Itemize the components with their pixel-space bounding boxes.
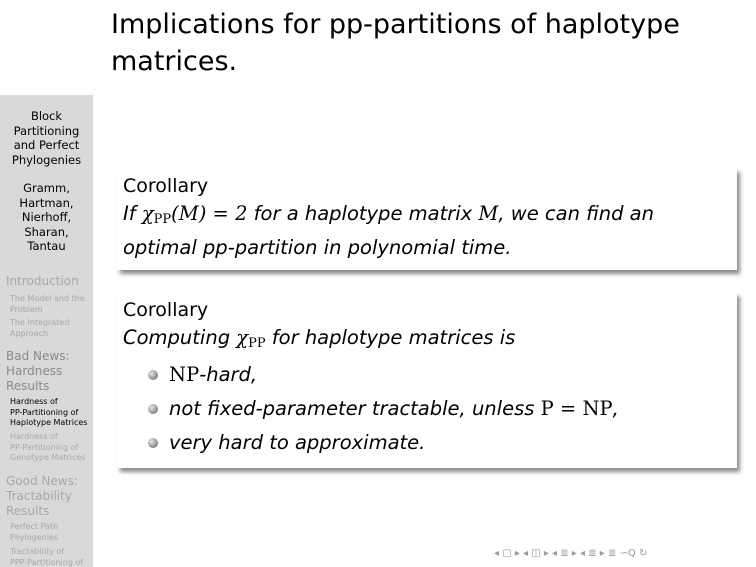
math-expression: (M) = 2 — [171, 202, 248, 225]
sidebar-author-line: Gramm, — [23, 181, 70, 195]
corollary-statement-line: optimal pp-partition in polynomial time. — [123, 236, 512, 259]
sidebar-title-line: Block — [30, 109, 63, 123]
block-body — [117, 200, 737, 270]
sidebar-subsection-model[interactable] — [10, 294, 92, 315]
statement-text: for haplotype matrices is — [265, 326, 516, 349]
sidebar-section-introduction[interactable] — [6, 274, 92, 289]
sidebar — [0, 95, 93, 567]
chi-symbol: χ — [236, 326, 249, 349]
statement-text: for a haplotype matrix — [247, 202, 479, 225]
sidebar-sub-line: Approach — [10, 328, 49, 338]
sidebar-author-line: Tantau — [27, 239, 66, 253]
bullet-icon — [148, 370, 158, 380]
chi-subscript: PP — [248, 336, 266, 351]
bullet-icon — [148, 404, 158, 414]
frame-title-line: matrices. — [111, 46, 238, 77]
block-title: Corollary — [123, 175, 209, 197]
sidebar-title-line: Phylogenies — [11, 152, 82, 167]
sidebar-title-line: and Perfect — [13, 138, 80, 152]
sidebar-title-line: Partitioning — [13, 123, 80, 138]
sidebar-authors — [0, 181, 93, 254]
sidebar-subsection-perfect-path[interactable] — [10, 522, 92, 543]
block-title: Corollary — [123, 299, 209, 321]
list-item — [145, 392, 731, 426]
sidebar-sub-line: Genotype Matrices — [10, 453, 86, 462]
sidebar-author-line: Sharan, — [24, 224, 69, 239]
list-item — [145, 358, 731, 392]
frame-title — [111, 6, 731, 80]
sidebar-sub-line: Hardness of — [10, 432, 58, 441]
statement-text: If — [123, 202, 142, 225]
sidebar-sub-line: Hardness of — [10, 397, 58, 406]
list-item — [145, 426, 731, 460]
sidebar-sub-line: PP-Partitioning of — [10, 442, 79, 452]
corollary-item-list — [123, 358, 731, 460]
sidebar-sub-line: Perfect Path — [10, 522, 59, 531]
navigation-symbols[interactable]: ◂ ▢ ▸ ◂ ◫ ▸ ◂ ≣ ▸ ◂ ≣ ▸ ≣ ∽Q ↻ — [494, 548, 648, 559]
chi-symbol: χ — [141, 202, 154, 225]
item-text: not fixed-parameter tractable, unless — [169, 397, 541, 420]
corollary-block-2 — [117, 292, 737, 468]
sidebar-subsection-tractability[interactable] — [10, 547, 92, 567]
sidebar-author-line: Nierhoff, — [21, 210, 72, 224]
item-text: , — [612, 397, 619, 420]
math-expression: P = NP — [540, 397, 613, 420]
sidebar-section-label: Results — [6, 504, 50, 518]
sidebar-title[interactable] — [0, 109, 93, 167]
beamer-navigation-bar[interactable] — [494, 548, 752, 564]
sidebar-sub-line: PP-Partitioning of — [10, 407, 79, 417]
sidebar-section-label: Bad News: — [6, 349, 70, 363]
math-variable: M — [478, 202, 499, 225]
item-text: -hard, — [199, 363, 258, 386]
item-text: very hard to approximate. — [169, 431, 426, 454]
sidebar-subsection-integrated[interactable] — [10, 318, 92, 339]
corollary-block-1 — [117, 168, 737, 270]
sidebar-sub-line: The Integrated — [10, 318, 70, 327]
frame-title-line: Implications for pp-partitions of haplotype — [111, 9, 680, 40]
sidebar-sub-line: Problem — [10, 304, 43, 314]
sidebar-section-label: Introduction — [6, 274, 79, 288]
sidebar-sub-line: Tractability of — [10, 547, 65, 556]
sidebar-section-bad-news[interactable] — [6, 349, 92, 394]
chi-subscript: PP — [153, 212, 172, 227]
sidebar-sub-line: PPP-Partitioning of — [10, 557, 84, 567]
sidebar-sub-line: Phylogenies — [10, 532, 59, 542]
sidebar-section-label: Hardness — [6, 364, 63, 378]
sidebar-section-label: Results — [6, 379, 50, 393]
sidebar-section-good-news[interactable] — [6, 474, 92, 519]
sidebar-subsection-hardness-haplotype[interactable] — [10, 397, 92, 429]
sidebar-author-line: Hartman, — [19, 195, 74, 210]
sidebar-sub-line: The Model and the — [10, 294, 85, 303]
corollary-intro-line — [123, 324, 731, 358]
sidebar-section-label: Tractability — [6, 489, 72, 503]
sidebar-section-label: Good News: — [6, 474, 78, 488]
bullet-icon — [148, 438, 158, 448]
statement-text: , we can find an — [498, 202, 654, 225]
corollary-statement-line — [123, 200, 731, 234]
statement-text: Computing — [123, 326, 237, 349]
block-body — [117, 324, 737, 468]
sidebar-sub-line: Haplotype Matrices — [10, 418, 88, 427]
sidebar-subsection-hardness-genotype[interactable] — [10, 432, 92, 464]
math-expression: NP — [169, 363, 200, 386]
